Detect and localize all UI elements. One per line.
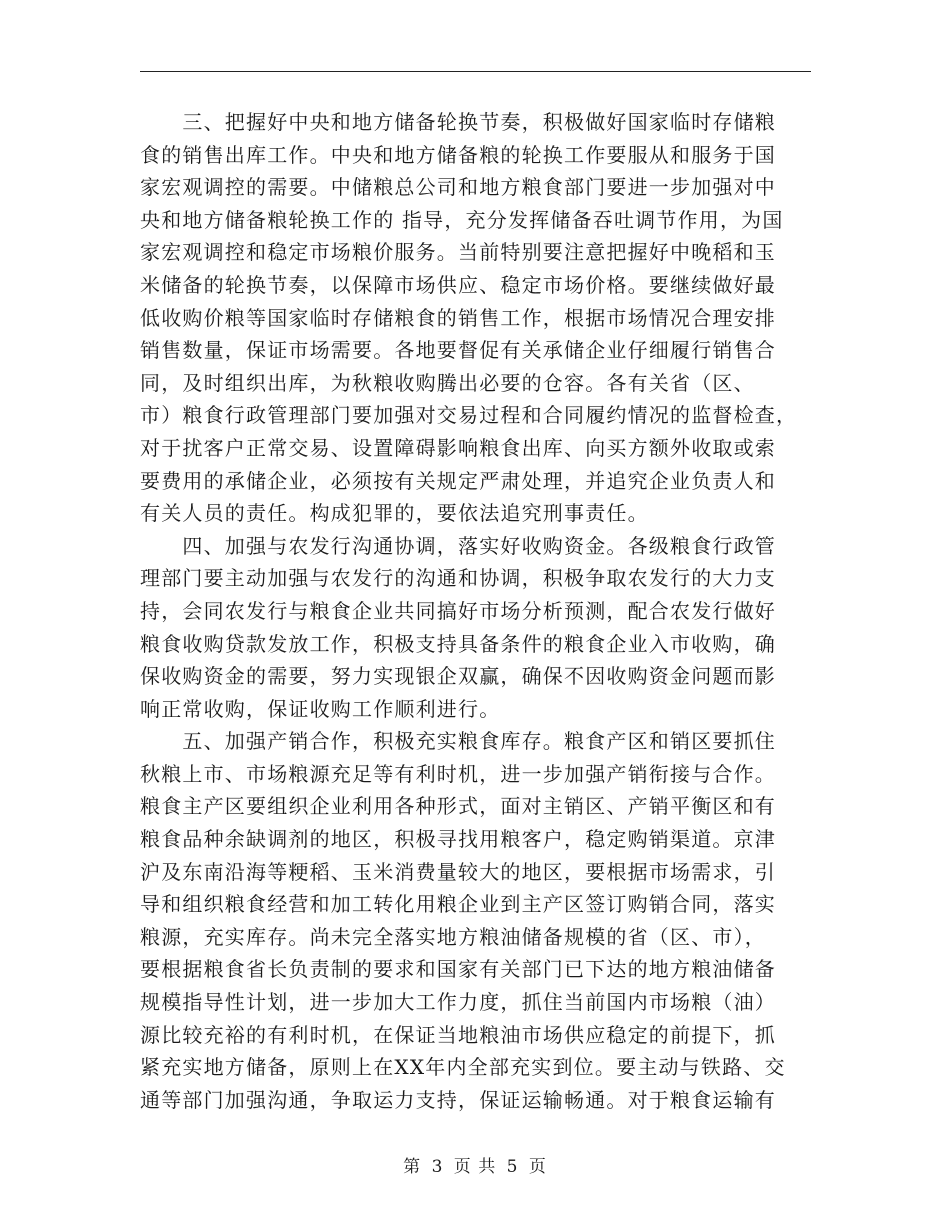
text-line: 四、加强与农发行沟通协调，落实好收购资金。各级粮食行政管 [140, 533, 776, 558]
text-line: 五、加强产销合作，积极充实粮食库存。粮食产区和销区要抓住 [140, 729, 776, 754]
text-line: 导和组织粮食经营和加工转化用粮企业到主产区签订购销合同，落实 [140, 892, 776, 917]
text-line: 秋粮上市、市场粮源充足等有利时机，进一步加强产销衔接与合作。 [140, 761, 776, 786]
text-line: 对于扰客户正常交易、设置障碍影响粮食出库、向买方额外收取或索 [140, 435, 776, 460]
text-line: 要费用的承储企业，必须按有关规定严肃处理，并追究企业负责人和 [140, 468, 776, 493]
text-line: 市）粮食行政管理部门要加强对交易过程和合同履约情况的监督检查， [140, 403, 798, 428]
current-page-number: 3 [431, 1157, 444, 1177]
text-line: 央和地方储备粮轮换工作的 指导，充分发挥储备吞吐调节作用，为国 [140, 207, 784, 232]
total-pages: 5 [506, 1157, 519, 1177]
text-line: 三、把握好中央和地方储备轮换节奏，积极做好国家临时存储粮 [140, 110, 776, 134]
text-line: 米储备的轮换节奏，以保障市场供应、稳定市场价格。要继续做好最 [140, 272, 776, 297]
body-text [140, 106, 811, 1116]
text-line: 粮食收购贷款发放工作，积极支持具备条件的粮食企业入市收购，确 [140, 631, 776, 656]
text-line: 持，会同农发行与粮食企业共同搞好市场分析预测，配合农发行做好 [140, 598, 776, 623]
text-line: 保收购资金的需要，努力实现银企双赢，确保不因收购资金问题而影 [140, 664, 776, 689]
footer-suffix: 页 [528, 1157, 547, 1177]
text-line: 食的销售出库工作。中央和地方储备粮的轮换工作要服从和服务于国 [140, 142, 776, 167]
text-line: 源比较充裕的有利时机，在保证当地粮油市场供应稳定的前提下，抓 [140, 1022, 776, 1047]
footer-middle: 页 共 [453, 1157, 497, 1177]
text-line: 粮食主产区要组织企业利用各种形式，面对主销区、产销平衡区和有 [140, 794, 776, 819]
text-line: 家宏观调控的需要。中储粮总公司和地方粮食部门要进一步加强对中 [140, 175, 776, 200]
text-line: 粮源，充实库存。尚未完全落实地方粮油储备规模的省（区、市）， [140, 924, 766, 949]
footer-prefix: 第 [403, 1157, 422, 1177]
text-line: 有关人员的责任。构成犯罪的，要依法追究刑事责任。 [140, 501, 649, 526]
text-line: 同，及时组织出库，为秋粮收购腾出必要的仓容。各有关省（区、 [140, 370, 755, 395]
text-line: 紧充实地方储备，原则上在XX年内全部充实到位。要主动与铁路、交 [140, 1055, 786, 1080]
text-line: 家宏观调控和稳定市场粮价服务。当前特别要注意把握好中晚稻和玉 [140, 240, 776, 265]
text-line: 低收购价粮等国家临时存储粮食的销售工作，根据市场情况合理安排 [140, 305, 776, 330]
text-line: 响正常收购，保证收购工作顺利进行。 [140, 696, 501, 721]
text-line: 理部门要主动加强与农发行的沟通和协调，积极争取农发行的大力支 [140, 566, 776, 591]
header-rule [140, 71, 811, 72]
text-line: 通等部门加强沟通，争取运力支持，保证运输畅通。对于粮食运输有 [140, 1087, 776, 1112]
text-line: 销售数量，保证市场需要。各地要督促有关承储企业仔细履行销售合 [140, 338, 776, 363]
text-line: 沪及东南沿海等粳稻、玉米消费量较大的地区，要根据市场需求，引 [140, 859, 776, 884]
text-line: 要根据粮食省长负责制的要求和国家有关部门已下达的地方粮油储备 [140, 957, 776, 982]
page-footer [0, 1152, 950, 1177]
text-line: 规模指导性计划，进一步加大工作力度，抓住当前国内市场粮（油） [140, 990, 776, 1015]
text-line: 粮食品种余缺调剂的地区，积极寻找用粮客户，稳定购销渠道。京津 [140, 827, 776, 852]
